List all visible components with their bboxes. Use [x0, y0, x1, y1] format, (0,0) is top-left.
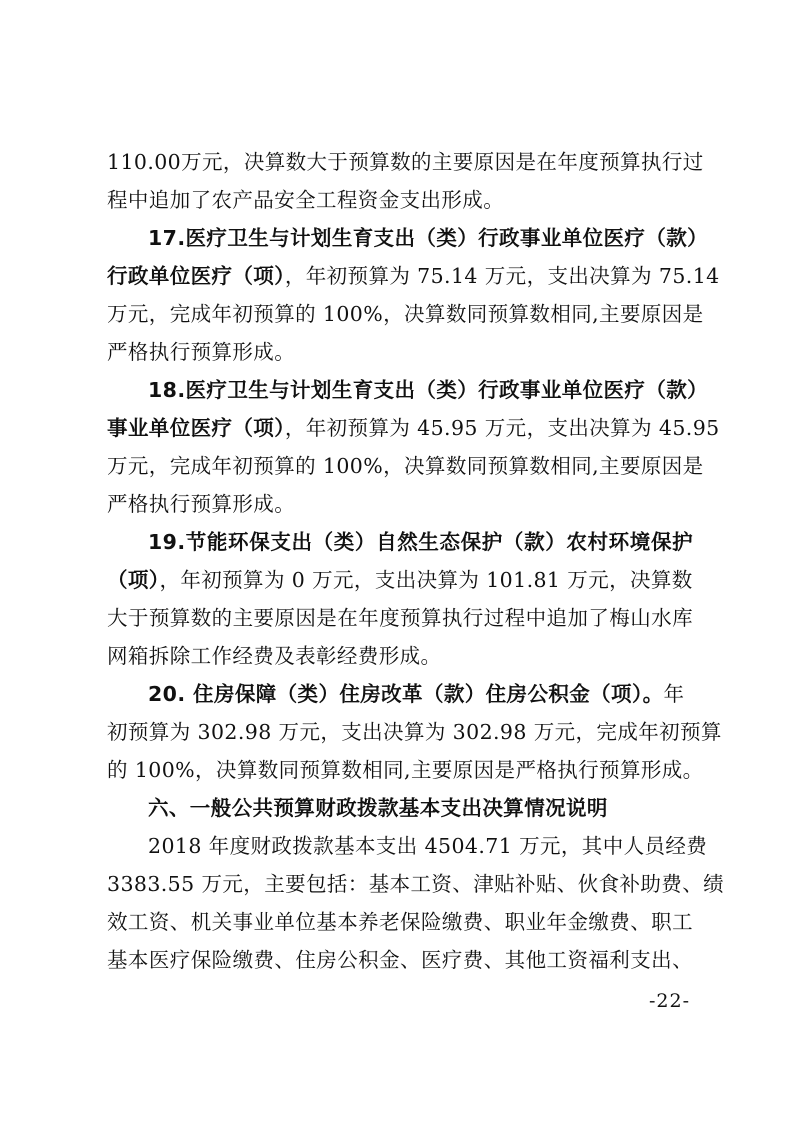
item-19-heading-tail: （项） — [107, 568, 160, 592]
paragraph-line: 基本医疗保险缴费、住房公积金、医疗费、其他工资福利支出、 — [107, 948, 693, 972]
paragraph-line: 初预算为 302.98 万元，支出决算为 302.98 万元，完成年初预算 — [107, 720, 722, 744]
paragraph-line — [107, 257, 720, 295]
item-20-heading: 20. 住房保障（类）住房改革（款）住房公积金（项）。 — [148, 682, 664, 706]
paragraph-line: 严格执行预算形成。 — [107, 340, 296, 364]
item-19-text: ，年初预算为 0 万元，支出决算为 101.81 万元，决算数 — [159, 568, 693, 592]
item-17-heading-tail: 行政单位医疗（项） — [107, 264, 285, 288]
paragraph-line: 110.00万元，决算数大于预算数的主要原因是在年度预算执行过 — [107, 150, 704, 174]
paragraph-line: 3383.55 万元，主要包括：基本工资、津贴补贴、伙食补助费、绩 — [107, 872, 724, 896]
paragraph-line: 万元，完成年初预算的 100%，决算数同预算数相同,主要原因是 — [107, 454, 704, 478]
item-17-text: ，年初预算为 75.14 万元，支出决算为 75.14 — [284, 264, 720, 288]
page-number: -22- — [648, 990, 690, 1012]
paragraph-line: 效工资、机关事业单位基本养老保险缴费、职业年金缴费、职工 — [107, 910, 693, 934]
paragraph-line: 的 100%，决算数同预算数相同,主要原因是严格执行预算形成。 — [107, 758, 704, 782]
body-text — [107, 143, 724, 979]
paragraph-line: 严格执行预算形成。 — [107, 492, 296, 516]
paragraph-line: 2018 年度财政拨款基本支出 4504.71 万元，其中人员经费 — [148, 834, 708, 858]
paragraph-line — [107, 409, 720, 447]
item-20-text: 年 — [663, 682, 685, 706]
paragraph-line: 程中追加了农产品安全工程资金支出形成。 — [107, 188, 505, 212]
paragraph-line — [107, 675, 693, 713]
item-18-text: ，年初预算为 45.95 万元，支出决算为 45.95 — [284, 416, 720, 440]
paragraph-line: 网箱拆除工作经费及表彰经费形成。 — [107, 644, 442, 668]
item-17-heading: 17.医疗卫生与计划生育支出（类）行政事业单位医疗（款） — [148, 226, 709, 250]
paragraph-line: 万元，完成年初预算的 100%，决算数同预算数相同,主要原因是 — [107, 302, 704, 326]
item-18-heading: 18.医疗卫生与计划生育支出（类）行政事业单位医疗（款） — [148, 378, 709, 402]
item-18-heading-tail: 事业单位医疗（项） — [107, 416, 285, 440]
item-19-heading: 19.节能环保支出（类）自然生态保护（款）农村环境保护 — [148, 530, 693, 554]
section-six-heading: 六、一般公共预算财政拨款基本支出决算情况说明 — [148, 796, 608, 820]
paragraph-line — [107, 561, 693, 599]
paragraph-line: 大于预算数的主要原因是在年度预算执行过程中追加了梅山水库 — [107, 606, 693, 630]
